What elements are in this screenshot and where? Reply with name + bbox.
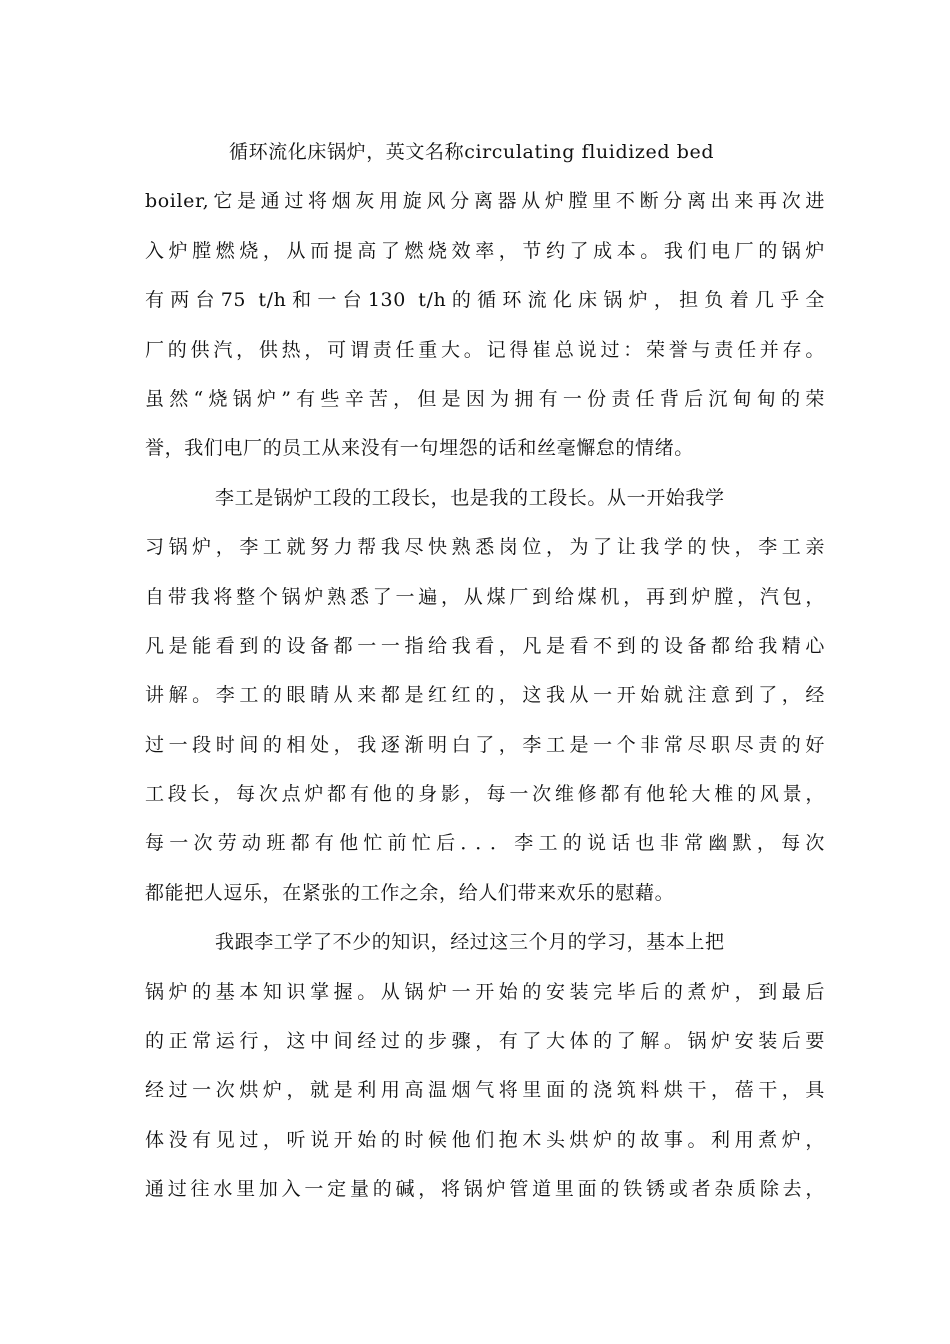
text-line: 自带我将整个锅炉熟悉了一遍，从煤厂到给煤机，再到炉膛，汽包， — [145, 585, 825, 608]
text-line: 凡是能看到的设备都一一指给我看，凡是看不到的设备都给我精心 — [145, 634, 825, 657]
text-line: 有两台75 t/h和一台130 t/h的循环流化床锅炉，担负着几乎全 — [145, 289, 825, 312]
paragraph-2 — [145, 478, 825, 923]
paragraph-1 — [145, 132, 825, 478]
text-line: 我跟李工学了不少的知识，经过这三个月的学习，基本上把 — [215, 931, 725, 954]
text-line: 工段长，每次点炉都有他的身影，每一次维修都有他轮大椎的风景， — [145, 783, 825, 806]
text-line: 习锅炉，李工就努力帮我尽快熟悉岗位，为了让我学的快，李工亲 — [145, 536, 825, 559]
text-line: 厂的供汽，供热，可谓责任重大。记得崔总说过：荣誉与责任并存。 — [145, 338, 825, 361]
text-line: 都能把人逗乐，在紧张的工作之余，给人们带来欢乐的慰藉。 — [145, 881, 675, 904]
text-line: 经过一次烘炉，就是利用高温烟气将里面的浇筑料烘干，蓓干，具 — [145, 1079, 825, 1102]
document-body — [145, 132, 825, 1219]
text-line: 入炉膛燃烧，从而提高了燃烧效率，节约了成本。我们电厂的锅炉 — [145, 239, 825, 262]
text-line: 李工是锅炉工段的工段长，也是我的工段长。从一开始我学 — [215, 486, 725, 509]
text-line: 循环流化床锅炉，英文名称circulating fluidized bed — [229, 141, 715, 163]
text-line: 誉，我们电厂的员工从来没有一句埋怨的话和丝毫懈怠的情绪。 — [145, 437, 694, 460]
text-line: 虽然“烧锅炉”有些辛苦，但是因为拥有一份责任背后沉甸甸的荣 — [145, 387, 826, 410]
text-line: boiler,它是通过将烟灰用旋风分离器从炉膛里不断分离出来再次进 — [145, 190, 825, 213]
text-line: 体没有见过，听说开始的时候他们抱木头烘炉的故事。利用煮炉， — [145, 1128, 825, 1151]
text-line: 过一段时间的相处，我逐渐明白了，李工是一个非常尽职尽责的好 — [145, 733, 825, 756]
text-line: 锅炉的基本知识掌握。从锅炉一开始的安装完毕后的煮炉，到最后 — [145, 980, 825, 1003]
text-line: 每一次劳动班都有他忙前忙后．．．李工的说话也非常幽默，每次 — [145, 832, 825, 855]
text-line: 通过往水里加入一定量的碱，将锅炉管道里面的铁锈或者杂质除去， — [145, 1178, 825, 1201]
text-line: 的正常运行，这中间经过的步骤，有了大体的了解。锅炉安装后要 — [145, 1030, 825, 1053]
paragraph-3 — [145, 922, 825, 1218]
text-line: 讲解。李工的眼睛从来都是红红的，这我从一开始就注意到了，经 — [145, 684, 825, 707]
